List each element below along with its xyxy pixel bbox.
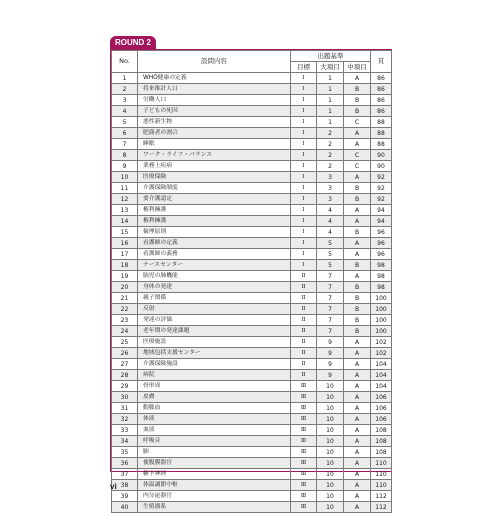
row-topic: 将来推計人口 — [138, 84, 291, 95]
row-no: 25 — [112, 337, 138, 348]
row-major: 5 — [317, 249, 344, 260]
row-middle: A — [344, 403, 371, 414]
table-row — [112, 348, 392, 359]
row-middle: A — [344, 337, 371, 348]
row-major: 10 — [317, 414, 344, 425]
row-no: 33 — [112, 425, 138, 436]
row-major: 7 — [317, 271, 344, 282]
row-no: 36 — [112, 458, 138, 469]
row-no: 23 — [112, 315, 138, 326]
row-page: 88 — [371, 139, 392, 150]
row-middle: A — [344, 249, 371, 260]
row-major: 10 — [317, 469, 344, 480]
row-page: 108 — [371, 436, 392, 447]
row-major: 3 — [317, 172, 344, 183]
table-row — [112, 480, 392, 491]
row-middle: A — [344, 216, 371, 227]
row-no: 19 — [112, 271, 138, 282]
row-major: 2 — [317, 139, 344, 150]
row-no: 27 — [112, 359, 138, 370]
row-no: 34 — [112, 436, 138, 447]
row-page: 110 — [371, 480, 392, 491]
row-topic: 血液 — [138, 425, 291, 436]
row-page: 100 — [371, 315, 392, 326]
row-goal: Ⅱ — [291, 315, 317, 326]
row-major: 5 — [317, 238, 344, 249]
row-topic: 子どもの死因 — [138, 106, 291, 117]
row-major: 7 — [317, 304, 344, 315]
table-row — [112, 282, 392, 293]
row-page: 86 — [371, 73, 392, 84]
row-page: 92 — [371, 172, 392, 183]
row-middle: A — [344, 480, 371, 491]
row-major: 2 — [317, 161, 344, 172]
row-no: 17 — [112, 249, 138, 260]
row-middle: A — [344, 436, 371, 447]
row-goal: Ⅲ — [291, 502, 317, 513]
row-goal: Ⅰ — [291, 194, 317, 205]
row-goal: Ⅲ — [291, 491, 317, 502]
row-middle: A — [344, 425, 371, 436]
table-row — [112, 315, 392, 326]
row-no: 35 — [112, 447, 138, 458]
row-topic: 呼吸音 — [138, 436, 291, 447]
row-goal: Ⅲ — [291, 458, 317, 469]
row-goal: Ⅱ — [291, 359, 317, 370]
row-topic: 骨形成 — [138, 381, 291, 392]
row-major: 10 — [317, 436, 344, 447]
row-middle: A — [344, 128, 371, 139]
row-topic: 看護師の義務 — [138, 249, 291, 260]
row-major: 10 — [317, 381, 344, 392]
row-topic: 病院 — [138, 370, 291, 381]
row-major: 1 — [317, 95, 344, 106]
row-no: 26 — [112, 348, 138, 359]
row-middle: B — [344, 315, 371, 326]
table-row — [112, 447, 392, 458]
row-page: 106 — [371, 414, 392, 425]
row-middle: A — [344, 205, 371, 216]
table-row — [112, 293, 392, 304]
row-topic: 医療保険 — [138, 172, 291, 183]
row-middle: A — [344, 370, 371, 381]
table-row — [112, 227, 392, 238]
row-page: 100 — [371, 293, 392, 304]
table-row — [112, 172, 392, 183]
row-page: 96 — [371, 238, 392, 249]
row-goal: Ⅰ — [291, 249, 317, 260]
row-major: 10 — [317, 491, 344, 502]
row-page: 110 — [371, 458, 392, 469]
row-goal: Ⅰ — [291, 161, 317, 172]
row-major: 9 — [317, 337, 344, 348]
row-no: 10 — [112, 172, 138, 183]
row-middle: A — [344, 172, 371, 183]
row-no: 12 — [112, 194, 138, 205]
row-goal: Ⅱ — [291, 271, 317, 282]
row-topic: 介護保険制度 — [138, 183, 291, 194]
table-row — [112, 469, 392, 480]
row-middle: C — [344, 117, 371, 128]
row-major: 10 — [317, 480, 344, 491]
table-row — [112, 117, 392, 128]
row-topic: 肺 — [138, 447, 291, 458]
row-page: 86 — [371, 95, 392, 106]
row-goal: Ⅲ — [291, 425, 317, 436]
table-row — [112, 271, 392, 282]
row-page: 94 — [371, 216, 392, 227]
row-middle: A — [344, 458, 371, 469]
row-major: 7 — [317, 315, 344, 326]
row-middle: B — [344, 106, 371, 117]
table-body — [112, 73, 392, 513]
row-no: 30 — [112, 392, 138, 403]
row-page: 92 — [371, 183, 392, 194]
row-no: 7 — [112, 139, 138, 150]
header-goal: 目標 — [291, 62, 317, 73]
row-major: 9 — [317, 348, 344, 359]
row-topic: 糖下神経 — [138, 469, 291, 480]
row-middle: A — [344, 414, 371, 425]
table-row — [112, 205, 392, 216]
row-topic: 医療施設 — [138, 337, 291, 348]
row-middle: A — [344, 469, 371, 480]
row-page: 104 — [371, 370, 392, 381]
row-middle: A — [344, 359, 371, 370]
row-goal: Ⅱ — [291, 348, 317, 359]
row-middle: B — [344, 84, 371, 95]
row-major: 4 — [317, 216, 344, 227]
row-no: 3 — [112, 95, 138, 106]
row-no: 31 — [112, 403, 138, 414]
page-number: vi — [110, 482, 117, 491]
row-topic: 体温調節中枢 — [138, 480, 291, 491]
row-topic: 肥満者の割合 — [138, 128, 291, 139]
row-major: 5 — [317, 260, 344, 271]
row-topic: ワーク・ライフ・バランス — [138, 150, 291, 161]
row-goal: Ⅰ — [291, 128, 317, 139]
row-no: 14 — [112, 216, 138, 227]
row-goal: Ⅱ — [291, 282, 317, 293]
row-goal: Ⅰ — [291, 139, 317, 150]
row-major: 10 — [317, 425, 344, 436]
row-no: 9 — [112, 161, 138, 172]
row-middle: A — [344, 139, 371, 150]
row-page: 92 — [371, 194, 392, 205]
row-goal: Ⅰ — [291, 172, 317, 183]
row-page: 108 — [371, 447, 392, 458]
row-topic: 労働人口 — [138, 95, 291, 106]
row-topic: 動脈血 — [138, 403, 291, 414]
row-no: 6 — [112, 128, 138, 139]
row-topic: 地域包括支援センター — [138, 348, 291, 359]
row-major: 10 — [317, 458, 344, 469]
row-major: 7 — [317, 293, 344, 304]
row-topic: 親子関係 — [138, 293, 291, 304]
row-major: 10 — [317, 392, 344, 403]
table-row — [112, 381, 392, 392]
table-row — [112, 216, 392, 227]
row-goal: Ⅲ — [291, 480, 317, 491]
row-middle: A — [344, 381, 371, 392]
row-no: 32 — [112, 414, 138, 425]
row-middle: B — [344, 194, 371, 205]
row-topic: 皮膚 — [138, 392, 291, 403]
table-row — [112, 392, 392, 403]
table-row — [112, 359, 392, 370]
row-page: 96 — [371, 249, 392, 260]
row-page: 94 — [371, 205, 392, 216]
row-page: 86 — [371, 106, 392, 117]
row-major: 7 — [317, 326, 344, 337]
row-page: 90 — [371, 161, 392, 172]
row-goal: Ⅱ — [291, 293, 317, 304]
row-topic: 看護師の定義 — [138, 238, 291, 249]
row-topic: 権利擁護 — [138, 205, 291, 216]
table-row — [112, 128, 392, 139]
row-page: 104 — [371, 359, 392, 370]
header-no: No. — [112, 51, 138, 73]
row-no: 8 — [112, 150, 138, 161]
header-major: 大項目 — [317, 62, 344, 73]
row-goal: Ⅰ — [291, 84, 317, 95]
row-middle: B — [344, 326, 371, 337]
row-topic: 権利擁護 — [138, 216, 291, 227]
table-row — [112, 139, 392, 150]
row-middle: A — [344, 502, 371, 513]
row-goal: Ⅱ — [291, 370, 317, 381]
row-no: 16 — [112, 238, 138, 249]
row-goal: Ⅰ — [291, 205, 317, 216]
row-major: 2 — [317, 128, 344, 139]
table-row — [112, 370, 392, 381]
row-middle: B — [344, 95, 371, 106]
row-major: 1 — [317, 117, 344, 128]
row-middle: A — [344, 238, 371, 249]
row-no: 38 — [112, 480, 138, 491]
row-topic: 身体の発達 — [138, 282, 291, 293]
row-no: 2 — [112, 84, 138, 95]
round-badge: ROUND 2 — [110, 36, 156, 49]
header-page: 頁 — [371, 51, 392, 73]
row-goal: Ⅱ — [291, 304, 317, 315]
row-major: 4 — [317, 227, 344, 238]
row-page: 104 — [371, 381, 392, 392]
table-row — [112, 238, 392, 249]
row-no: 24 — [112, 326, 138, 337]
row-topic: 反射 — [138, 304, 291, 315]
row-middle: C — [344, 161, 371, 172]
table-row — [112, 436, 392, 447]
row-no: 29 — [112, 381, 138, 392]
table-row — [112, 183, 392, 194]
row-middle: B — [344, 304, 371, 315]
row-middle: A — [344, 271, 371, 282]
row-no: 20 — [112, 282, 138, 293]
row-major: 10 — [317, 403, 344, 414]
row-no: 39 — [112, 491, 138, 502]
table-row — [112, 194, 392, 205]
row-page: 102 — [371, 348, 392, 359]
header-criteria: 出題基準 — [291, 51, 371, 62]
row-page: 96 — [371, 227, 392, 238]
row-middle: A — [344, 392, 371, 403]
row-no: 11 — [112, 183, 138, 194]
row-no: 15 — [112, 227, 138, 238]
row-goal: Ⅱ — [291, 337, 317, 348]
row-major: 2 — [317, 150, 344, 161]
question-table — [111, 50, 392, 513]
row-topic: 生殖器系 — [138, 502, 291, 513]
table-row — [112, 84, 392, 95]
row-topic: ナースセンター — [138, 260, 291, 271]
row-middle: A — [344, 491, 371, 502]
row-middle: A — [344, 348, 371, 359]
row-page: 100 — [371, 326, 392, 337]
row-goal: Ⅰ — [291, 216, 317, 227]
table-row — [112, 502, 392, 513]
row-topic: 後腹膜器官 — [138, 458, 291, 469]
table-row — [112, 337, 392, 348]
table-row — [112, 249, 392, 260]
row-major: 1 — [317, 73, 344, 84]
row-no: 18 — [112, 260, 138, 271]
row-topic: 胎児の肺機能 — [138, 271, 291, 282]
row-page: 112 — [371, 491, 392, 502]
row-no: 28 — [112, 370, 138, 381]
row-topic: WHO健康の定義 — [138, 73, 291, 84]
row-goal: Ⅰ — [291, 95, 317, 106]
row-page: 90 — [371, 150, 392, 161]
row-page: 106 — [371, 392, 392, 403]
row-topic: 悪性新生物 — [138, 117, 291, 128]
row-no: 4 — [112, 106, 138, 117]
row-major: 3 — [317, 183, 344, 194]
row-page: 88 — [371, 128, 392, 139]
row-middle: C — [344, 150, 371, 161]
row-goal: Ⅲ — [291, 403, 317, 414]
row-middle: A — [344, 447, 371, 458]
row-major: 9 — [317, 359, 344, 370]
row-middle: B — [344, 260, 371, 271]
row-major: 10 — [317, 447, 344, 458]
row-goal: Ⅰ — [291, 106, 317, 117]
row-major: 3 — [317, 194, 344, 205]
row-goal: Ⅲ — [291, 381, 317, 392]
row-topic: 睡眠 — [138, 139, 291, 150]
row-major: 7 — [317, 282, 344, 293]
row-goal: Ⅲ — [291, 447, 317, 458]
row-page: 108 — [371, 425, 392, 436]
row-no: 1 — [112, 73, 138, 84]
row-topic: 要介護認定 — [138, 194, 291, 205]
row-goal: Ⅰ — [291, 227, 317, 238]
row-middle: B — [344, 293, 371, 304]
row-topic: 発達の評価 — [138, 315, 291, 326]
row-major: 4 — [317, 205, 344, 216]
row-goal: Ⅲ — [291, 436, 317, 447]
header-topic: 設問内容 — [138, 51, 291, 73]
row-goal: Ⅰ — [291, 150, 317, 161]
row-page: 106 — [371, 403, 392, 414]
row-goal: Ⅰ — [291, 260, 317, 271]
row-middle: B — [344, 282, 371, 293]
table-row — [112, 458, 392, 469]
table-row — [112, 161, 392, 172]
table-row — [112, 95, 392, 106]
row-page: 98 — [371, 271, 392, 282]
row-page: 88 — [371, 117, 392, 128]
row-major: 10 — [317, 502, 344, 513]
row-no: 22 — [112, 304, 138, 315]
row-goal: Ⅰ — [291, 183, 317, 194]
row-page: 86 — [371, 84, 392, 95]
row-goal: Ⅲ — [291, 414, 317, 425]
row-page: 98 — [371, 260, 392, 271]
row-page: 102 — [371, 337, 392, 348]
row-topic: 体液 — [138, 414, 291, 425]
row-middle: A — [344, 73, 371, 84]
row-no: 13 — [112, 205, 138, 216]
row-major: 1 — [317, 106, 344, 117]
header-middle: 中項目 — [344, 62, 371, 73]
row-topic: 業務上疾病 — [138, 161, 291, 172]
row-goal: Ⅲ — [291, 392, 317, 403]
row-topic: 内分泌器官 — [138, 491, 291, 502]
row-topic: 老年期の発達課題 — [138, 326, 291, 337]
row-goal: Ⅰ — [291, 73, 317, 84]
row-goal: Ⅰ — [291, 238, 317, 249]
row-middle: B — [344, 183, 371, 194]
table-row — [112, 414, 392, 425]
table-row — [112, 403, 392, 414]
row-middle: B — [344, 227, 371, 238]
row-no: 37 — [112, 469, 138, 480]
table-row — [112, 106, 392, 117]
row-topic: 倫理原則 — [138, 227, 291, 238]
table-row — [112, 425, 392, 436]
table-row — [112, 304, 392, 315]
row-page: 112 — [371, 502, 392, 513]
row-page: 98 — [371, 282, 392, 293]
row-goal: Ⅰ — [291, 117, 317, 128]
table-row — [112, 260, 392, 271]
row-goal: Ⅲ — [291, 469, 317, 480]
row-page: 100 — [371, 304, 392, 315]
table-row — [112, 326, 392, 337]
row-goal: Ⅱ — [291, 326, 317, 337]
row-no: 21 — [112, 293, 138, 304]
row-no: 40 — [112, 502, 138, 513]
table-row — [112, 73, 392, 84]
row-no: 5 — [112, 117, 138, 128]
table-row — [112, 150, 392, 161]
row-major: 1 — [317, 84, 344, 95]
row-topic: 介護保険施設 — [138, 359, 291, 370]
row-major: 9 — [317, 370, 344, 381]
row-page: 110 — [371, 469, 392, 480]
